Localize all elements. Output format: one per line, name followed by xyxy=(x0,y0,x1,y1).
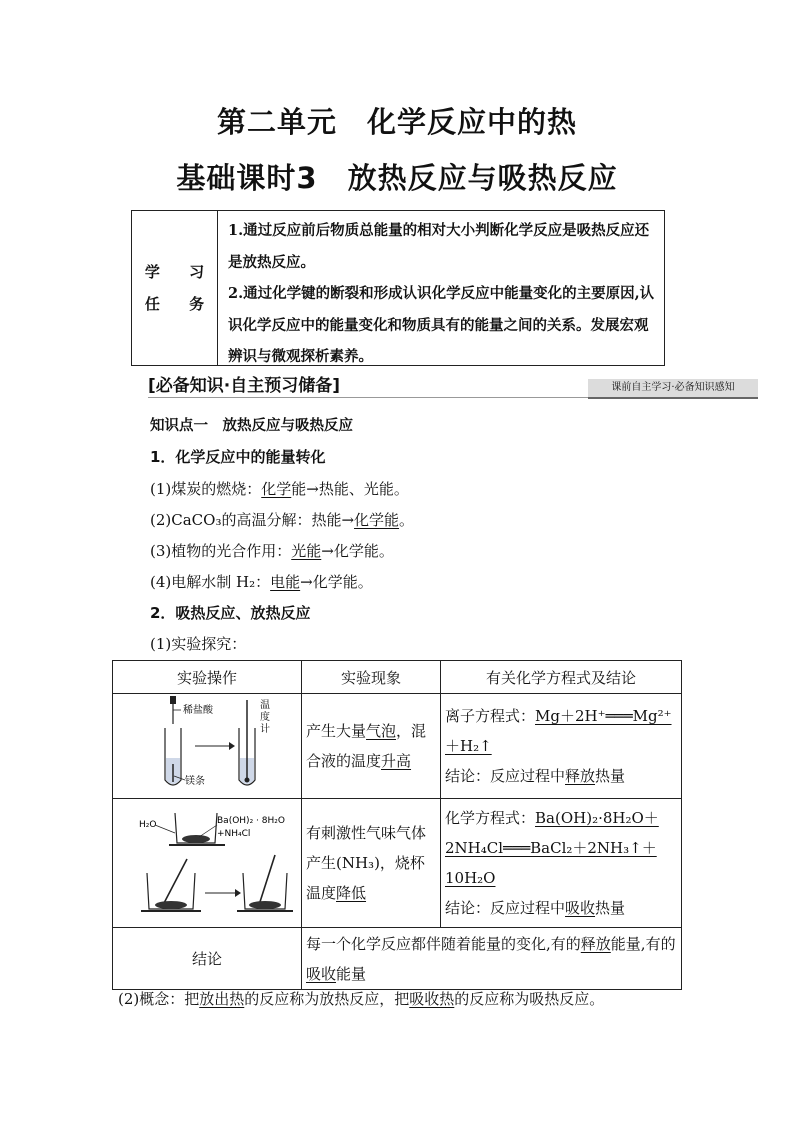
conclusion-label: 结论 xyxy=(113,928,302,990)
learning-task-box xyxy=(131,210,665,366)
label-therm-3: 计 xyxy=(260,724,270,735)
mg-experiment-figure xyxy=(113,694,302,799)
item-caco3: (2)CaCO₃的高温分解：热能→化学能。 xyxy=(150,511,415,529)
subheading-energy-conversion: 1．化学反应中的能量转化 xyxy=(150,448,326,466)
label-mg: 镁条 xyxy=(185,776,205,787)
baoh2-equation: 化学方程式：Ba(OH)₂·8H₂O＋2NH₄Cl═══BaCl₂＋2NH₃↑＋10H₂O 结论：反应过程中吸收热量 xyxy=(441,799,682,928)
label-reagent-2: +NH₄Cl xyxy=(217,829,251,839)
label-therm-1: 温 xyxy=(260,700,270,711)
subheading-experiment: (1)实验探究： xyxy=(150,635,247,653)
mg-hcl-apparatus-icon xyxy=(117,694,297,794)
table-row xyxy=(113,694,682,799)
mg-phenomenon: 产生大量气泡，混合液的温度升高 xyxy=(302,694,441,799)
lesson-title: 基础课时3 放热反应与吸热反应 xyxy=(176,161,618,195)
knowledge-heading: 知识点一 放热反应与吸热反应 xyxy=(150,418,353,434)
mg-equation: 离子方程式：Mg＋2H⁺═══Mg²⁺＋H₂↑ 结论：反应过程中释放热量 xyxy=(441,694,682,799)
item-photosynthesis: (3)植物的光合作用：光能→化学能。 xyxy=(150,542,394,560)
section-banner: [必备知识·自主预习储备] xyxy=(148,376,340,396)
baoh2-nh4cl-apparatus-icon xyxy=(117,799,297,923)
table-header-row xyxy=(113,661,682,694)
task-label-line2: 任 务 xyxy=(144,295,217,313)
concept-definition: (2)概念：把放出热的反应称为放热反应，把吸收热的反应称为吸热反应。 xyxy=(118,990,605,1008)
unit-title: 第二单元 化学反应中的热 xyxy=(216,105,577,139)
baoh2-phenomenon: 有刺激性气味气体产生(NH₃)，烧杯温度降低 xyxy=(302,799,441,928)
banner-tag: 课前自主学习·必备知识感知 xyxy=(588,379,758,399)
conclusion-text: 每一个化学反应都伴随着能量的变化,有的释放能量,有的吸收能量 xyxy=(302,928,682,990)
table-row xyxy=(113,928,682,990)
header-equation: 有关化学方程式及结论 xyxy=(441,661,682,694)
experiment-table xyxy=(112,660,682,990)
label-h2o: H₂O xyxy=(139,820,157,830)
task-item-2: 2.通过化学键的断裂和形成认识化学反应中能量变化的主要原因,认识化学反应中的能量变化和物质具有的能量之间的关系。发展宏观辨识与微观探析素养。 xyxy=(228,285,655,365)
table-row xyxy=(113,799,682,928)
label-acid: 稀盐酸 xyxy=(183,705,213,716)
label-reagent-1: Ba(OH)₂ · 8H₂O xyxy=(217,816,285,826)
task-label-line1: 学 习 xyxy=(144,263,217,281)
subheading-reactions: 2．吸热反应、放热反应 xyxy=(150,604,311,622)
task-label xyxy=(132,211,218,365)
task-text xyxy=(218,211,664,365)
item-coal: (1)煤炭的燃烧：化学能→热能、光能。 xyxy=(150,480,409,498)
task-item-1: 1.通过反应前后物质总能量的相对大小判断化学反应是吸热反应还是放热反应。 xyxy=(228,222,650,271)
item-electrolysis: (4)电解水制 H₂：电能→化学能。 xyxy=(150,573,373,591)
label-therm-2: 度 xyxy=(260,712,270,723)
baoh2-experiment-figure xyxy=(113,799,302,928)
banner-rule xyxy=(148,397,588,398)
header-operation: 实验操作 xyxy=(113,661,302,694)
header-phenomenon: 实验现象 xyxy=(302,661,441,694)
